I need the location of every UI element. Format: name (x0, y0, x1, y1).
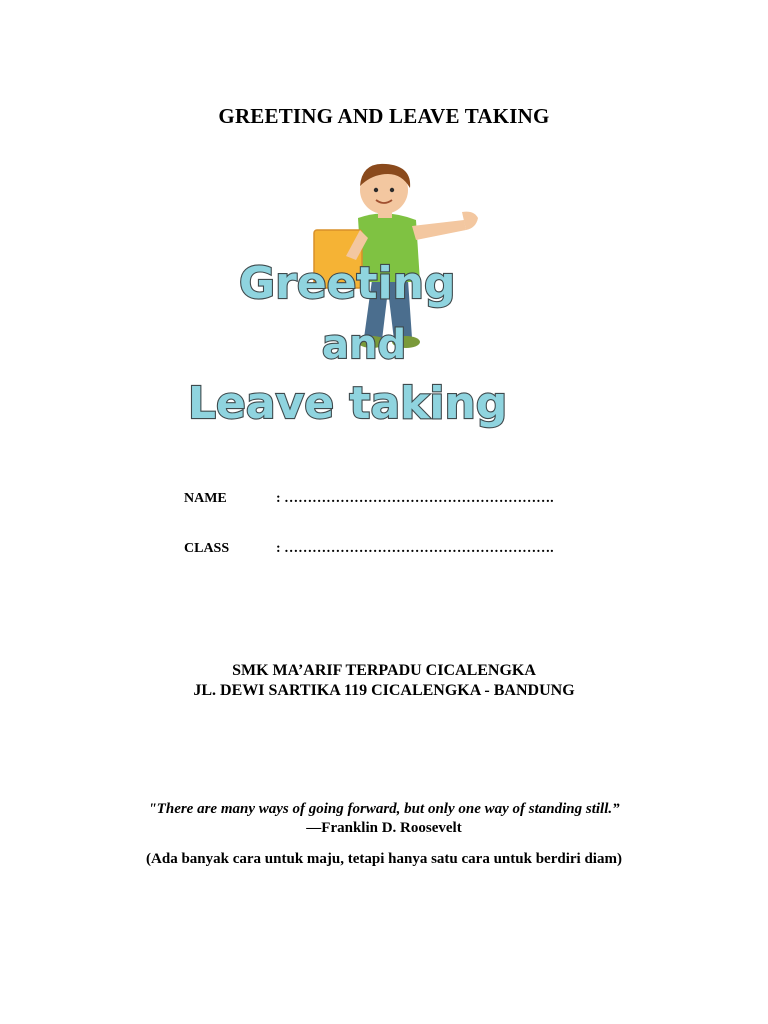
school-block (0, 661, 768, 701)
name-field-label: NAME (184, 491, 227, 506)
quote-text: "There are many ways of going forward, but only one way of standing still.” (148, 801, 620, 817)
quote-translation: (Ada banyak cara untuk maju, tetapi hanya satu cara untuk berdiri diam) (146, 851, 622, 867)
class-field-row (184, 541, 554, 557)
cover-word-leave-taking: Leave taking (188, 378, 508, 429)
school-name: SMK MA’ARIF TERPADU CICALENGKA (232, 662, 536, 679)
class-field-label: CLASS (184, 541, 230, 556)
cover-illustration (176, 160, 616, 440)
quote-author: —Franklin D. Roosevelt (306, 820, 462, 836)
name-field-blank: : …………………………………………………. (276, 491, 554, 506)
class-field-blank: : …………………………………………………. (276, 541, 554, 556)
cover-illustration-svg (176, 160, 616, 440)
cover-word-greeting: Greeting (239, 258, 456, 309)
cover-word-and: and (322, 322, 407, 368)
waving-boy-illustration (314, 164, 478, 348)
document-title: GREETING AND LEAVE TAKING (218, 104, 550, 128)
school-address: JL. DEWI SARTIKA 119 CICALENGKA - BANDUNG (193, 682, 575, 699)
name-field-row (184, 491, 554, 507)
quote-block (0, 800, 768, 838)
